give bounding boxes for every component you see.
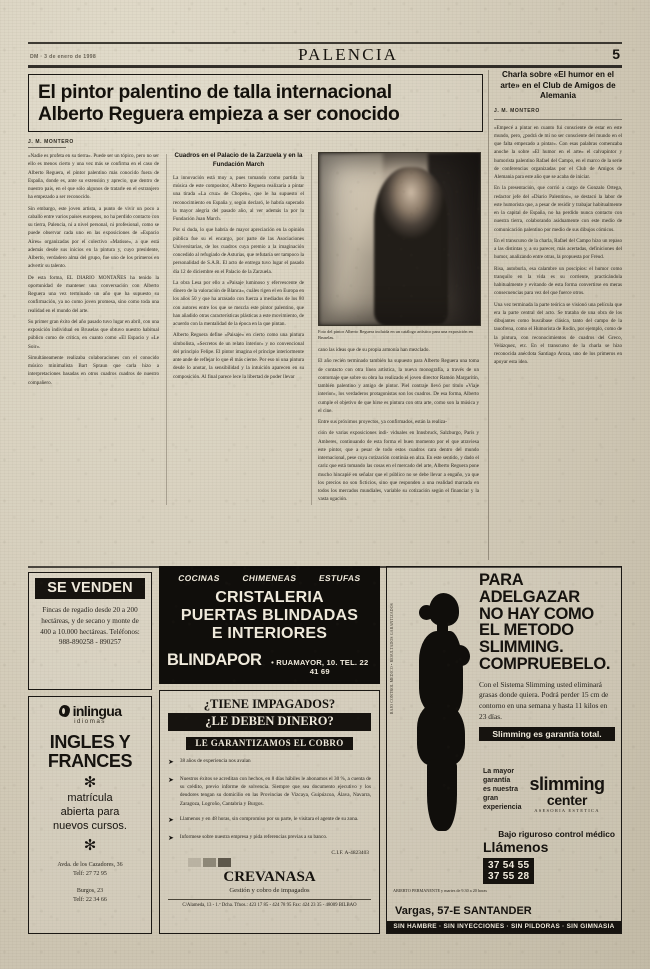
slimming-mid-5: experiencia (483, 804, 522, 812)
sidebar-rule (494, 119, 622, 120)
article-column-1 (28, 152, 159, 506)
print-swatches (188, 858, 371, 867)
slimming-headline (479, 572, 615, 673)
slimming-headline-5: COMPRUEBELO. (479, 655, 611, 674)
article-column-3 (311, 152, 479, 506)
article-area (28, 70, 622, 560)
paragraph: cano las ideas que de su propia armonía han mezclado. (318, 347, 430, 354)
slimming-phone (483, 858, 534, 884)
cristaleria-headline (167, 589, 372, 644)
article-photo (318, 152, 481, 326)
impagados-headline-2: ¿LE DEBEN DINERO? (168, 713, 371, 731)
page-number: 5 (612, 46, 620, 62)
slimming-logo-tagline: ASESORIA ESTETICA (534, 808, 600, 813)
paragraph: Alberto Reguera define «Paisaje» en cierto como una pintura simbolista, «Secretos de un relato interior» y no convencional del principio Felipe. El pintor imagina el príncipe interiormente ante ande de reflejar lo que él más cierne. Por eso ni una pintura desde lo anotar, la sensibilidad y la intuición aparecen en su composición. Al final parece lece la libertad de poder llevar (173, 332, 304, 380)
bullet-arrow-icon: ➤ (168, 833, 174, 842)
slimming-headline-1: PARA ADELGAZAR (479, 571, 580, 606)
slimming-headline-2: NO HAY COMO (479, 604, 594, 623)
ad-se-venden-text: Fincas de regadío desde 20 a 200 hectáreas, y de secano y monte de 400 a 10.000 hectáreas. Teléfonos: 988-890258 - 890257 (40, 606, 140, 647)
photo-vignette (319, 153, 480, 325)
inlingua-logo (34, 703, 146, 719)
paragraph: Simultáneamente realizaba colaboraciones con el conocido músico minimalista Bart Spraun que carla hizo a interpretaciones basadas en otros cuadros cuadros de nuestro compañero. (28, 354, 159, 386)
slimming-body-text: Con el Sistema Slimming usted eliminará grasas donde quiera. Podrá perder 15 cm de contorno en una semana y hasta 11 kilos en 23 días. (479, 679, 609, 721)
silhouette-torso (419, 631, 463, 713)
paragraph: La obra Lesa por ello a «Paisaje luminoso y efervescente de dinero de la valoración de Blanca», cuáles rigen el en Europa en los años 50 y que ha arrasado con fuerza a mediados de los 80 con autores entre los que se mezcla este pintor palentino, que han añadido otras características plásticas a este movimiento, de acuerdo con la mentalidad de la época en la que pintan. (173, 279, 304, 328)
paragraph: La innovación está muy a, pues tomando como partida la música de este compositor, Alberto Reguera realizaría a pintar una tirada «La cruz» de Chopen», que le ha supuesto el reconocimiento en España y, según declaró, le habría superado la mayor alegría del pasado año, al ver además la por la Fundación Juan March. (173, 174, 304, 223)
cristaleria-tags (166, 573, 373, 583)
headline-line-1: El pintor palentino de talla internacional (38, 82, 392, 103)
swatch (188, 858, 201, 867)
ad-se-venden-title: SE VENDEN (35, 578, 145, 599)
blindapor-brand: BLINDAPOR (167, 650, 262, 669)
bullet-arrow-icon: ➤ (168, 775, 174, 784)
inlingua-phone-2: Telf: 22 34 66 (73, 897, 107, 904)
inlingua-brand: inlingua (72, 703, 122, 719)
list-item (168, 775, 371, 809)
ad-inlingua[interactable] (28, 696, 152, 934)
paragraph: Sin embargo, este joven artista, a punto de vivir un poco a caballo entre varios países europeos, no ha perdido contacto con su tierra, Palencia, ni a nivel personal, ni profesional, como se puede observar cada uno en las exposiciones de «Espacio Aires» organizadas por el colectivo «Matisse», a que está además desde sus inicios en la pintura y, cuyo presidente, Alberto, verdadero alma del grupo, fue uno de los primeros en advertir su talento. (28, 205, 159, 270)
slimming-call-block (483, 839, 548, 884)
crevanasa-tagline: Gestión y cobro de impagados (229, 887, 310, 895)
slimming-headline-4: SLIMMING. (479, 638, 564, 657)
article-byline: J. M. MONTERO (28, 139, 74, 146)
headline-line-2: Alberto Reguera empieza a ser conocido (38, 103, 400, 125)
slimming-logo-word-2: center (546, 792, 588, 808)
paragraph: De esta forma, EL DIARIO MONTAÑES ha tenido la oportunidad de mantener una conversación con Alberto Reguera una vez terminado un año que ha supuesto su confirmación, ya no como joven promesa, sino como toda una realidad en el mundo del arte. (28, 274, 159, 314)
cristaleria-tag-1: COCINAS (177, 573, 221, 583)
paragraph: Por si duda, lo que habría de mayor apreciación en la opinión pública fue su el encargo, por parte de las Asociaciones Universitarias, de los cuadros cuya premio a la imaginación concedido al refugiado de Asturias, que refutaría ser tampoco la personalidad de S.A.R. El acto de entrega tuvo lugar el pasado día 12 de diciembre en el Palacio de la Zarzuela. (173, 227, 304, 275)
article-kicker: Cuadros en el Palacio de la Zarzuela y en la Fundación March (174, 152, 303, 168)
crevanasa-address: C/Alameda, 13 - 1.º Dcha. Tfnos.: 423 17 85 - 424 78 95 Fax: 424 23 35 - 48009 BILBAO (168, 899, 371, 908)
sidebar-headline: Charla sobre «El humor en el arte» en el Club de Amigos de Alemania (500, 70, 616, 101)
slimming-mid-1: La mayor (483, 768, 515, 775)
silhouette-bust (451, 645, 470, 666)
star-icon-2: ✻ (83, 837, 97, 854)
paragraph: En la presentación, que corrió a cargo de Gonzalo Ortega, redactor jefe del «Diario Palentino», se destacó la labor de este humorista que, a pesar de residir y trabajar habitualmente en la capital de España, no ha perdido nunca contacto con nuestra tierra, colaborando asiduamente con este medio de comunicación palentino por medio de sus dibujos cómicos. (494, 185, 622, 233)
byline-rule (28, 147, 66, 148)
paragraph: Su primer gran éxito del año pasado tuvo lugar en abril, con una exposición individual en Bruselas que obtuvo nuestro habitual público como de crítica, en cuanto como «El Espacio y «Le Soir». (28, 318, 159, 350)
sidebar-byline: J. M. MONTERO (494, 107, 540, 114)
paragraph: En el transcurso de la charla, Rafael del Campo hizo un repaso a las distintas y, a su parecer, más acertadas, definiciones del humor, analizando entre otras, la propuesta por Freud. (494, 237, 622, 261)
masthead-rule-top (28, 42, 622, 44)
paragraph: «Empecé a pintar en cuanto fui consciente de estar en este mundo, pero, ¿podrá de mí no ser consciente del mundo en el que falta empezado a pintar». Con esas palabras comenzaba anoche la sobre «El humor en el arte» el calvapintor y humorista palentino Rafael del Campo, en el marco de la serie de conferencias organizadas por el Club de Amigos de Alemania para este año que se acaba de iniciar. (494, 124, 622, 181)
list-item (168, 815, 371, 826)
masthead-rule-bottom (28, 65, 622, 68)
cristaleria-tag-2: CHIMENEAS (241, 573, 298, 583)
impagados-bullet-2: Nuestros éxitos se acreditan con hechos, en 8 días hábiles le abonamos el 30 %, a cuenta de su crédito, previo informe de solvencia. Siempre que sea documento ejecutivo y los deudores tengan su domicilio en las Provincias de Vizcaya, Guipúzcoa, Álava, Navarra, Zaragoza, Logroño, Cantabria y Burgos. (179, 775, 371, 807)
cristaleria-line-1: CRISTALERIA (215, 589, 324, 606)
inlingua-line-2: abierta para (60, 806, 120, 819)
silhouette-leg (427, 759, 457, 831)
ad-impagados[interactable] (159, 690, 380, 934)
silhouette-hip (417, 703, 465, 765)
impagados-bullet-1: 38 años de experiencia nos avalan (179, 758, 251, 764)
slimming-mid-4: gran (483, 795, 499, 803)
inlingua-line-3: nuevos cursos. (53, 819, 127, 832)
headline-box (28, 74, 483, 132)
ad-slimming[interactable] (386, 566, 622, 934)
slimming-address: Vargas, 57-E SANTANDER (395, 905, 532, 917)
slimming-mid-2: garantía (483, 777, 511, 785)
inlingua-phone-1: Telf: 27 72 95 (73, 871, 107, 878)
inlingua-headline-2: FRANCES (47, 750, 133, 771)
paragraph: Una vez terminada la parte teórica se visionó una película que era la parte central del acto. Se trataba de una obra de los dibujantes como buscábase clásica, tanto del campo de la tauofrena, como el Humorista de Rodin, por ejemplo, como de la pintura, con reconocimientos de cuadros del Greco, Velázquez, etc. En el transcurso de la charla se hizo reconocida anécdota Santiago Aroza, uno de los primeros en apoyar esta idea. (494, 301, 622, 366)
slimming-footer-claims: SIN HAMBRE · SIN INYECCIONES · SIN PILDORAS · SIN GIMNASIA (387, 921, 621, 933)
impagados-bullet-3: Llamenos y en 48 horas, sin compromiso por su parte, le visitara el agente de su zona. (179, 816, 359, 823)
impagados-cif: C.I.F. A-4823403 (331, 850, 369, 857)
paragraph: «Nadie es profeta en su tierra». Puede ser un tópico, pero no ser ello es menos cierto y una vez más se confirma en el caso de Alberto Reguera, el pintor palentino más conocido fuera de España, donde es, ante su extensión y aprecio, que dentro de nuestro país, en el que sólo algunos de tratarle en el extranjero ha empezado a ser reconocido. (28, 153, 159, 201)
list-item (168, 833, 371, 844)
cristaleria-tag-3: ESTUFAS (318, 573, 362, 583)
impagados-guarantee: LE GARANTIZAMOS EL COBRO (186, 737, 353, 750)
slimming-medical-control: Bajo riguroso control médico (498, 829, 615, 839)
issue-date: DM · 3 de enero de 1998 (30, 54, 97, 60)
inlingua-headline-1: INGLES Y (49, 732, 131, 752)
slimming-mid-3: es nuestra (483, 786, 519, 794)
inlingua-subtitle: idiomas (74, 718, 106, 725)
article-headline (38, 82, 474, 125)
paragraph: El año recién terminado también ha supuesto para Alberto Reguera una toma de contacto con otra línea artística, la nueva monografía, a través de un contornaje que sobre su obra ha realizado el joven director Ramón Margaritín, también palentino y amigo de pintor. Piel contraje llevó por título «Viaje interior», los verdaderos protagonistas son los cuadros. De esa forma, Alberto cumple el objetivo de que hirse es pintura con otra arte, como son la música y el cine. (318, 358, 479, 414)
list-item (168, 757, 371, 768)
star-icon: ✻ (83, 774, 97, 791)
woman-silhouette-icon (403, 593, 487, 829)
inlingua-mark-icon (59, 705, 70, 717)
column-separator (488, 70, 489, 560)
bullet-arrow-icon: ➤ (168, 758, 174, 766)
main-article (28, 70, 483, 507)
impagados-bullet-4: Informese sobre nuestra empresa y pida referencias previas a su banco. (179, 833, 328, 840)
slimming-phone-2: 37 55 28 (488, 871, 530, 883)
article-column-2 (166, 152, 304, 506)
article-columns (28, 152, 483, 506)
slimming-phone-1: 37 54 55 (488, 860, 530, 871)
cristaleria-line-3: E INTERIORES (211, 625, 328, 643)
crevanasa-brand: CREVANASA (223, 869, 316, 886)
advertisements-area (28, 566, 622, 946)
paragraph: Risa, autoburla, esa calambre un poscipios: el humor como tranquilo en la vida es su corriente, practicándola habitualmente y evitando de esta forma convertirse en meras consecuencias para vez del que fuerce otros. (494, 265, 622, 297)
cristaleria-footer (167, 651, 372, 676)
slimming-headline-3: EL METODO (479, 621, 574, 640)
cristaleria-line-2: PUERTAS BLINDADAS (180, 607, 359, 625)
slimming-logo-word-1: slimming (529, 774, 605, 794)
swatch (203, 858, 216, 867)
photo-caption: Foto del pintor Alberto Reguera incluida en un catálogo artístico para una exposición en Bruselas. (318, 329, 473, 341)
inlingua-address-2: Burgos, 23 (76, 888, 104, 895)
slimming-logo (519, 775, 615, 813)
slimming-guarantee: Slimming es garantía total. (479, 727, 615, 741)
sidebar-article (494, 70, 622, 370)
bullet-arrow-icon: ➤ (168, 816, 174, 825)
inlingua-line-1: matrícula (67, 792, 113, 805)
slimming-vertical-text: BAJO CONTROL MEDICO • RESULTADOS GARANTIZADOS (390, 603, 394, 715)
section-title: PALENCIA (298, 45, 399, 64)
slimming-call-label: Llámenos (483, 839, 549, 855)
silhouette-head (429, 593, 459, 626)
blindapor-address: • RUAMAYOR, 10. TEL. 22 41 69 (271, 657, 369, 676)
impagados-headline-1: ¿TIENE IMPAGADOS? (203, 697, 336, 711)
inlingua-address-1: Avda. de los Cazadores, 36 (57, 862, 123, 869)
slimming-clinic-hours: ABIERTO PERMANENTE y martes de 9.30 a 20 horas (393, 888, 487, 893)
paragraph: Entre sus próximos proyectos, ya confirmados, están la realiza- (318, 419, 448, 426)
ad-cristaleria[interactable] (159, 566, 380, 684)
swatch (218, 858, 231, 867)
ad-se-venden[interactable] (28, 572, 152, 690)
paragraph: ción de varias exposiciones indi- viduales en Innsbruck, Salzburgo, París y Amberes, continuando de esta forma el buen momento por el que atraviesa este pintor, que a pesar de todo estos cuadros cara dentro del mundo internacional, pese cuya cotización continúa en alza. En este sentido, y dado el cariz que está tomando las cosas en el mercado del arte, Alberto Reguera pone mucho hincapié en señalar que el público no se debe llevar a engaño, ya que los precios no son ficticios, sino que responden a una realidad marcada en todos los mercados mundiales, variable su cotización según el financiar y la vasta ogación. (318, 430, 479, 503)
masthead (28, 42, 622, 68)
